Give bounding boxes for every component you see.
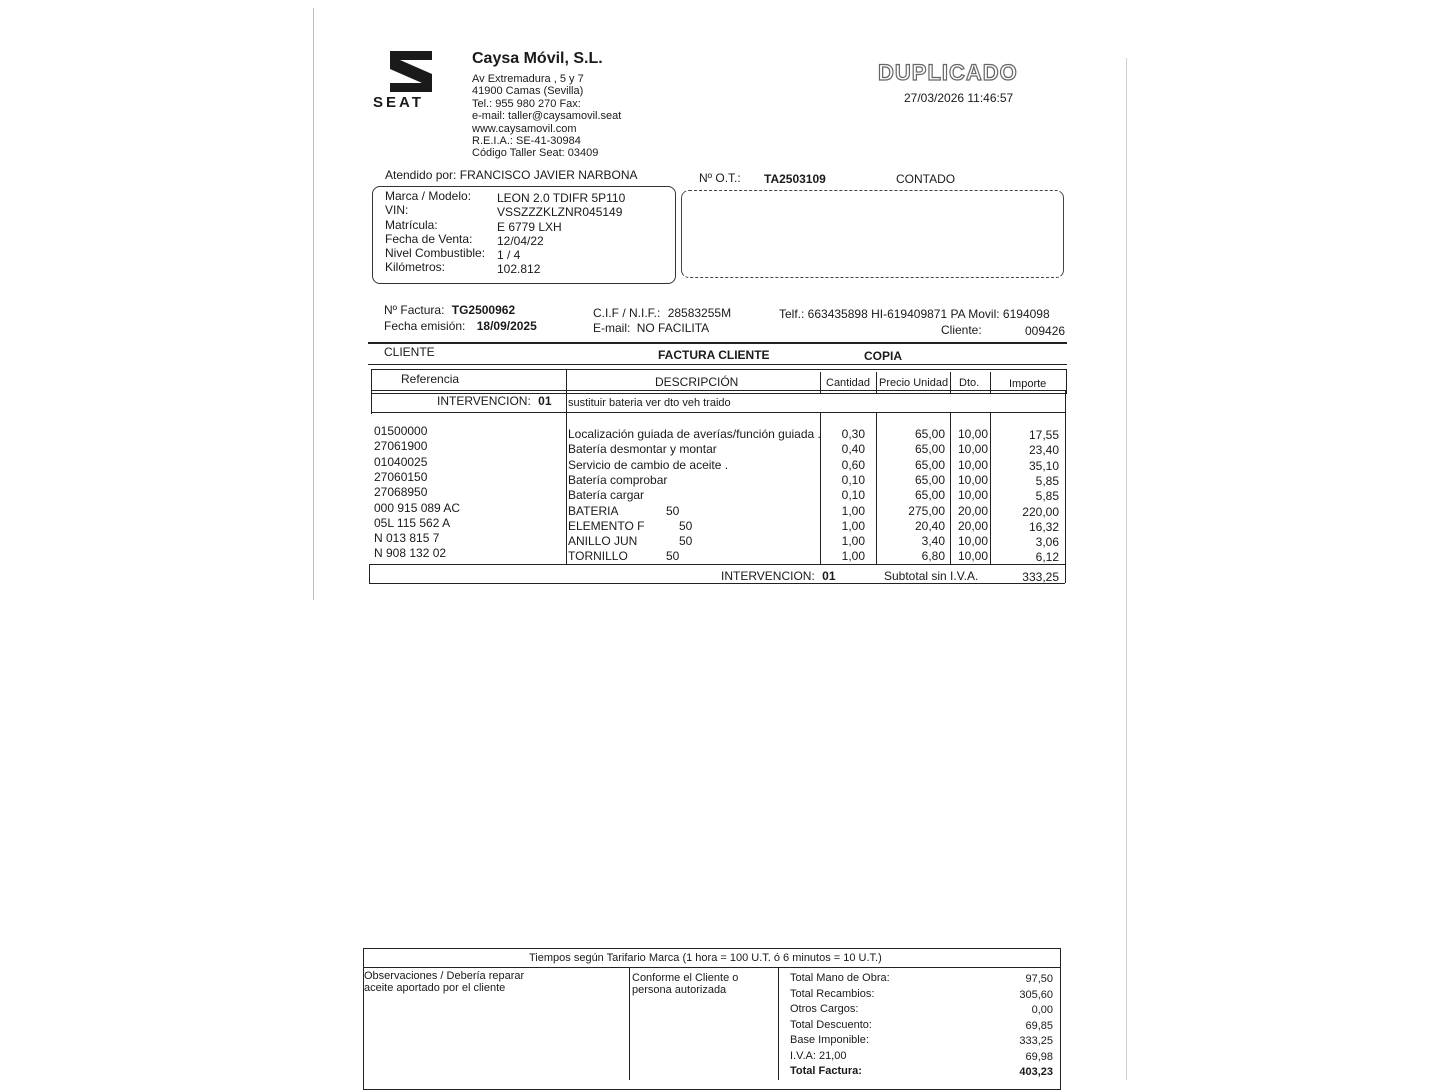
row-ref: 000 915 089 AC [374, 501, 461, 515]
body-border [371, 390, 1065, 391]
intervention-desc: sustituir bateria ver dto veh traido [568, 397, 731, 409]
row-disc: 10,00 [957, 473, 988, 487]
row-disc: 20,00 [957, 519, 988, 533]
scan-edge-left [313, 8, 314, 600]
client-box [681, 190, 1064, 278]
vehicle-value: LEON 2.0 TDIFR 5P110 [497, 191, 626, 205]
row-ref: 01500000 [374, 424, 428, 438]
total-label: Base Imponible: [790, 1034, 869, 1046]
row-price: 65,00 [914, 427, 945, 441]
header-qty: Cantidad [826, 377, 871, 389]
footer-divider [778, 967, 779, 1080]
header-disc: Dto. [959, 377, 980, 389]
row-ref: N 013 815 7 [374, 531, 440, 545]
vehicle-label: Matrícula: [385, 217, 438, 232]
observations-line: aceite aportado por el cliente [364, 982, 506, 994]
conforme-line: Conforme el Cliente o [632, 972, 739, 984]
vehicle-label: Fecha de Venta: [385, 231, 473, 246]
address-line: Tel.: 955 980 270 Fax: [472, 97, 581, 110]
row-price: 3,40 [921, 534, 945, 548]
intervention-header [437, 394, 552, 408]
conforme [632, 972, 738, 996]
section-rule-bottom [368, 364, 1067, 365]
row-ref: 27068950 [374, 485, 428, 499]
body-border [371, 412, 1065, 413]
attended-label: Atendido por: [385, 168, 457, 182]
row-disc: 20,00 [957, 504, 988, 518]
vehicle-value: E 6779 LXH [497, 219, 562, 234]
body-border [1065, 390, 1066, 583]
row-desc: BATERIA [568, 504, 619, 518]
row-amount: 35,10 [1028, 459, 1059, 473]
row-ref: 05L 115 562 A [374, 516, 451, 530]
address-line: e-mail: taller@caysamovil.seat [472, 110, 622, 123]
row-ref: N 908 132 02 [374, 546, 447, 560]
row-disc: 10,00 [957, 488, 988, 502]
total-label: Otros Cargos: [790, 1003, 859, 1015]
vehicle-label: Marca / Modelo: [385, 189, 472, 203]
client-label: Cliente: [941, 323, 982, 337]
address-line: 41900 Camas (Sevilla) [472, 85, 584, 98]
subtotal-intervention-number: 01 [822, 569, 836, 583]
col-divider [566, 392, 567, 564]
invoice-number-label: Nº Factura: [384, 303, 445, 317]
row-qty: 1,00 [841, 504, 865, 518]
header-price: Precio Unidad [879, 377, 949, 389]
intervention-number: 01 [538, 394, 552, 408]
row-price: 20,40 [914, 519, 945, 533]
total-label: Total Descuento: [790, 1019, 872, 1031]
row-desc: TORNILLO [568, 549, 628, 563]
vehicle-value: VSSZZZKLZNR045149 [497, 205, 623, 220]
row-price: 275,00 [908, 504, 945, 518]
row-desc: ELEMENTO F [568, 519, 645, 533]
row-amount: 220,00 [1022, 505, 1059, 519]
attended-by [385, 168, 638, 182]
scan-edge-right [1126, 58, 1127, 1080]
row-price: 65,00 [914, 442, 945, 456]
section-rule [368, 342, 1067, 344]
row-desc: Servicio de cambio de aceite . [568, 458, 729, 472]
vehicle-label: VIN: [385, 203, 409, 218]
row-amount: 16,32 [1028, 520, 1059, 534]
body-border [371, 390, 372, 414]
row-amount: 5,85 [1035, 474, 1059, 488]
row-price: 65,00 [914, 458, 945, 472]
total-label: Total Mano de Obra: [790, 972, 890, 984]
duplicate-stamp: DUPLICADO [878, 60, 1018, 85]
address-line: www.caysamovil.com [472, 122, 577, 135]
address-line: Av Extremadura , 5 y 7 [472, 73, 584, 85]
address-line: R.E.I.A.: SE-41-30984 [472, 135, 581, 148]
body-border [369, 564, 370, 583]
total-value: 97,50 [1025, 973, 1053, 985]
row-amount: 3,06 [1035, 535, 1059, 549]
company-address [472, 73, 621, 160]
row-desc: Localización guiada de averías/función guiada . [568, 427, 821, 441]
row-qty: 1,00 [841, 534, 865, 548]
footer-rule [363, 967, 1060, 968]
total-label: Total Recambios: [790, 988, 875, 1000]
row-qty: 0,30 [841, 427, 865, 441]
cif [593, 306, 731, 320]
row-amount: 23,40 [1028, 443, 1059, 457]
row-code: 50 [666, 504, 680, 518]
row-amount: 5,85 [1035, 489, 1059, 503]
invoice-date-label: Fecha emisión: [384, 319, 466, 333]
row-code: 50 [679, 534, 693, 548]
total-label: I.V.A: 21,00 [790, 1050, 847, 1062]
cif-value: 28583255M [667, 306, 732, 320]
intervention-label: INTERVENCION: [437, 394, 531, 408]
ot-label: Nº O.T.: [699, 171, 741, 185]
row-code: 50 [666, 549, 680, 563]
email-value: NO FACILITA [636, 321, 710, 335]
row-ref: 27061900 [374, 439, 428, 453]
header-amount: Importe [1009, 378, 1047, 390]
vehicle-value: 1 / 4 [497, 248, 521, 263]
row-disc: 10,00 [957, 458, 988, 472]
cif-label: C.I.F / N.I.F.: [593, 306, 661, 320]
col-divider [990, 413, 991, 564]
row-disc: 10,00 [957, 427, 988, 441]
footer-divider [629, 967, 630, 1080]
subtotal-label: Subtotal sin I.V.A. [884, 569, 979, 583]
row-ref: 01040025 [374, 455, 428, 469]
observations-line: Observaciones / Debería reparar [364, 970, 525, 982]
header-desc: DESCRIPCIÓN [655, 375, 739, 389]
row-disc: 10,00 [957, 442, 988, 456]
section-copy: COPIA [864, 349, 903, 363]
subtotal-value: 333,25 [1022, 570, 1059, 584]
attended-name: FRANCISCO JAVIER NARBONA [459, 168, 638, 182]
invoice-date-value: 18/09/2025 [476, 319, 537, 333]
row-disc: 10,00 [957, 534, 988, 548]
conforme-line: persona autorizada [632, 984, 727, 996]
subtotal-rule [369, 564, 1065, 565]
payment-type: CONTADO [896, 172, 956, 186]
row-qty: 1,00 [841, 519, 865, 533]
row-price: 65,00 [914, 473, 945, 487]
row-price: 65,00 [914, 488, 945, 502]
vehicle-labels [385, 189, 485, 275]
row-desc: Batería cargar [568, 488, 645, 502]
row-code: 50 [679, 519, 693, 533]
row-qty: 0,10 [841, 488, 865, 502]
total-label: Total Factura: [790, 1065, 862, 1077]
client-number: 009426 [1025, 324, 1066, 338]
observations [364, 970, 524, 994]
vehicle-values [497, 191, 625, 277]
row-amount: 6,12 [1035, 550, 1059, 564]
section-title: FACTURA CLIENTE [658, 348, 770, 362]
total-value: 333,25 [1019, 1035, 1053, 1047]
tariff-note: Tiempos según Tarifario Marca (1 hora = 100 U.T. ó 6 minutos = 10 U.T.) [529, 952, 882, 964]
total-value: 69,98 [1025, 1051, 1053, 1063]
address-line: Código Taller Seat: 03409 [472, 147, 599, 160]
total-value: 403,23 [1019, 1066, 1053, 1078]
vehicle-value: 102.812 [497, 262, 541, 277]
email [593, 321, 709, 335]
row-qty: 1,00 [841, 549, 865, 563]
vehicle-label: Nivel Combustible: [385, 246, 486, 261]
row-desc: Batería desmontar y montar [568, 442, 717, 456]
row-amount: 17,55 [1028, 428, 1059, 442]
row-qty: 0,40 [841, 442, 865, 456]
header-ref: Referencia [401, 372, 460, 386]
row-qty: 0,10 [841, 473, 865, 487]
vehicle-label: Kilómetros: [385, 260, 446, 275]
email-label: E-mail: [593, 321, 631, 335]
subtotal-rule [369, 583, 1065, 584]
row-desc: ANILLO JUN [568, 534, 638, 548]
phones: Telf.: 663435898 HI-619409871 PA Movil: 6194098 [779, 307, 1050, 321]
company-name: Caysa Móvil, S.L. [472, 50, 603, 67]
section-client: CLIENTE [384, 345, 435, 359]
row-ref: 27060150 [374, 470, 428, 484]
vehicle-value: 12/04/22 [497, 233, 544, 248]
subtotal-intervention [721, 569, 836, 583]
total-value: 305,60 [1019, 989, 1053, 1001]
row-qty: 0,60 [841, 458, 865, 472]
invoice-date [384, 319, 537, 333]
duplicate-datetime: 27/03/2026 11:46:57 [904, 91, 1014, 105]
row-price: 6,80 [921, 549, 945, 563]
seat-wordmark: SEAT [373, 94, 424, 111]
total-value: 69,85 [1025, 1020, 1053, 1032]
invoice-number-value: TG2500962 [451, 303, 516, 317]
total-value: 0,00 [1031, 1004, 1053, 1016]
ot-number: TA2503109 [764, 172, 826, 186]
row-disc: 10,00 [957, 549, 988, 563]
subtotal-intervention-label: INTERVENCION: [721, 569, 815, 583]
col-divider [876, 413, 877, 564]
row-desc: Batería comprobar [568, 473, 668, 487]
invoice-number [384, 303, 515, 317]
